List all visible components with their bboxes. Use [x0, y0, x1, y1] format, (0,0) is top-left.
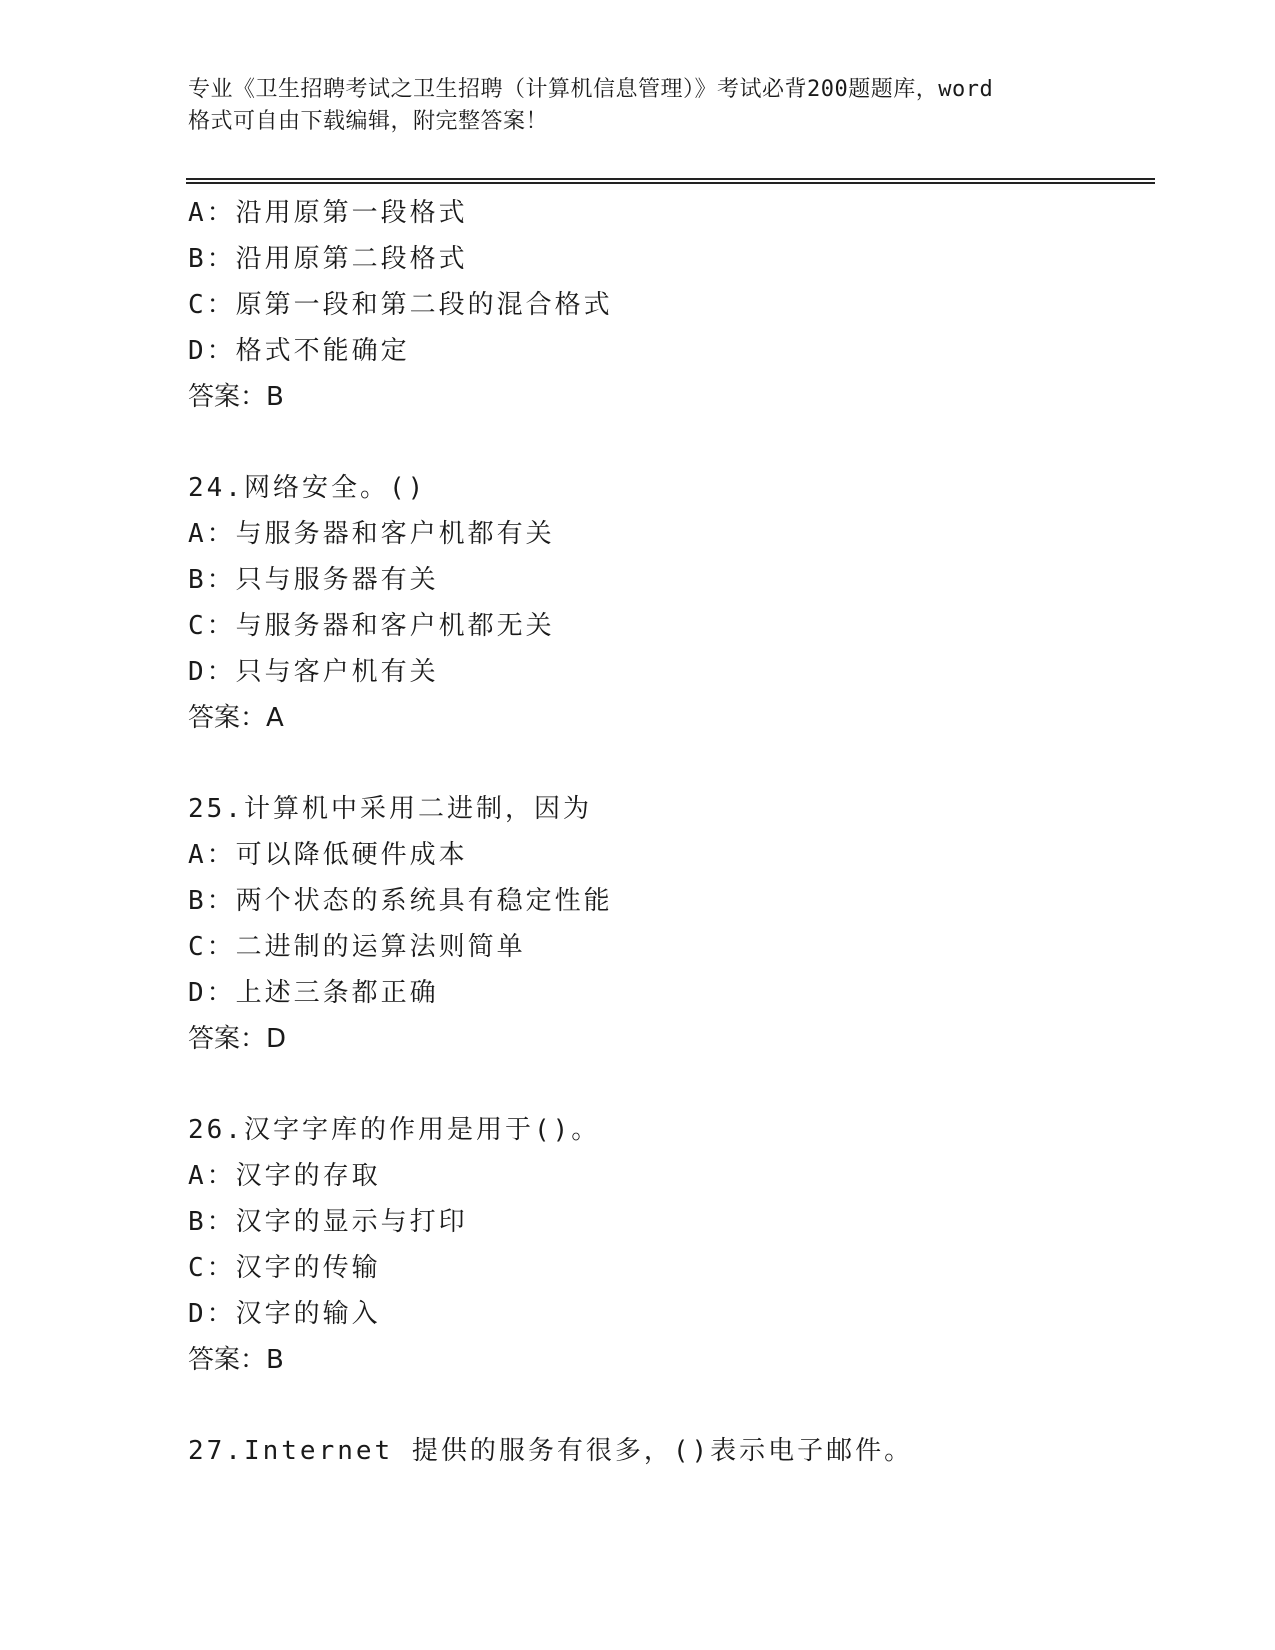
question-block-24 — [188, 465, 1148, 741]
divider-line-bottom — [186, 182, 1155, 184]
question-text: 24.网络安全。() — [188, 473, 427, 503]
option-a: A：与服务器和客户机都有关 — [188, 519, 555, 549]
answer-line: 答案：D — [188, 1024, 287, 1054]
header-title-line-1: 专业《卫生招聘考试之卫生招聘（计算机信息管理）》考试必背200题题库，word — [188, 77, 994, 102]
answer-line: 答案：B — [188, 1345, 284, 1375]
spacer — [188, 1062, 1148, 1107]
question-block-26 — [188, 1107, 1148, 1383]
divider-line-top — [186, 178, 1155, 180]
option-d: D：格式不能确定 — [188, 336, 410, 366]
option-c: C：二进制的运算法则简单 — [188, 932, 526, 962]
option-a: A：汉字的存取 — [188, 1161, 381, 1191]
option-c: C：原第一段和第二段的混合格式 — [188, 290, 613, 320]
option-d: D：只与客户机有关 — [188, 657, 439, 687]
option-c: C：与服务器和客户机都无关 — [188, 611, 555, 641]
question-text: 25.计算机中采用二进制，因为 — [188, 794, 592, 824]
header-title-line-2: 格式可自由下载编辑，附完整答案！ — [188, 109, 549, 134]
question-block-27 — [188, 1428, 1148, 1474]
header-divider — [186, 178, 1155, 184]
document-header — [188, 74, 1088, 138]
question-text: 27.Internet 提供的服务有很多，()表示电子邮件。 — [188, 1436, 914, 1466]
spacer — [188, 741, 1148, 786]
spacer — [188, 420, 1148, 465]
question-block-25 — [188, 786, 1148, 1062]
spacer — [188, 1383, 1148, 1428]
question-block-23 — [188, 190, 1148, 420]
question-text: 26.汉字字库的作用是用于()。 — [188, 1115, 601, 1145]
option-a: A：沿用原第一段格式 — [188, 198, 468, 228]
answer-line: 答案：A — [188, 703, 284, 733]
option-c: C：汉字的传输 — [188, 1253, 381, 1283]
option-a: A：可以降低硬件成本 — [188, 840, 468, 870]
answer-line: 答案：B — [188, 382, 284, 412]
option-d: D：上述三条都正确 — [188, 978, 439, 1008]
option-d: D：汉字的输入 — [188, 1299, 381, 1329]
question-list — [188, 190, 1148, 1474]
option-b: B：只与服务器有关 — [188, 565, 439, 595]
option-b: B：两个状态的系统具有稳定性能 — [188, 886, 613, 916]
option-b: B：汉字的显示与打印 — [188, 1207, 468, 1237]
option-b: B：沿用原第二段格式 — [188, 244, 468, 274]
